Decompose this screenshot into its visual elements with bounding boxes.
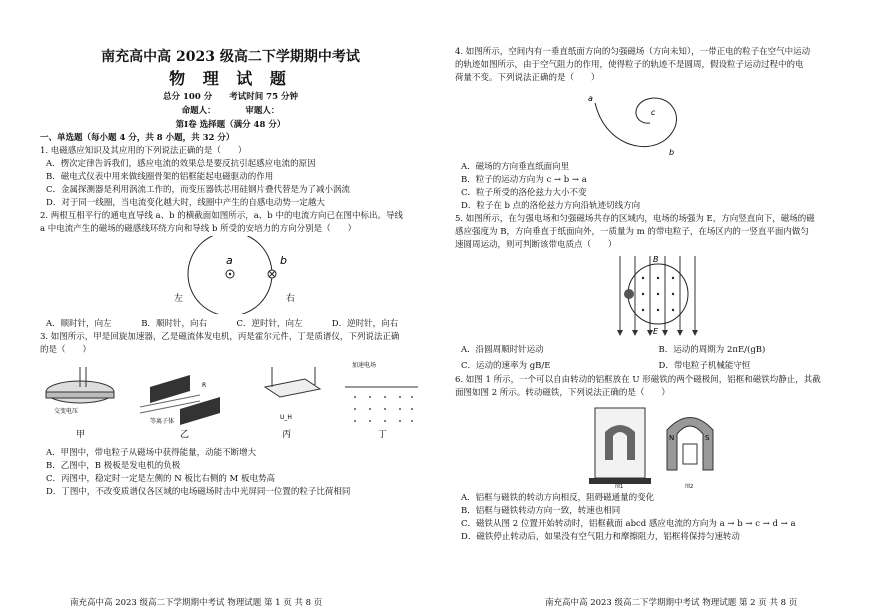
fig-ding-label: 丁 bbox=[378, 430, 388, 440]
point-b-label: b bbox=[669, 148, 675, 157]
page2-footer: 南充高中高 2023 级高二下学期期中考试 物理试题 第 2 页 共 8 页 bbox=[545, 598, 798, 608]
exam-subtitle: 物 理 试 题 bbox=[169, 69, 292, 88]
q5-stem-line1: 5. 如图所示，在匀强电场和匀强磁场共存的区域内，电场的场强为 E，方向竖直向下，磁场的磁 bbox=[455, 214, 815, 224]
q6-option-c: C．磁铁从图 2 位置开始转动时，铝框截面 abcd 感应电流的方向为 a → b → c → d → a bbox=[461, 519, 796, 529]
svg-text:N: N bbox=[669, 434, 675, 442]
q5-options bbox=[455, 342, 856, 374]
q6-stem-line2: 面图如图 2 所示。转动磁铁，下列说法正确的是（ ） bbox=[455, 388, 670, 398]
figure-1-aluminum-frame bbox=[589, 408, 651, 488]
fig2-label: 图2 bbox=[685, 484, 694, 488]
svg-text:R: R bbox=[202, 382, 207, 389]
fig-yi-label: 乙 bbox=[180, 430, 190, 440]
q4-option-c: C．粒子所受的洛伦兹力大小不变 bbox=[461, 188, 587, 198]
q2-stem-line2: a 中电流产生的磁场的磁感线环绕方向和导线 b 所受的安培力的方向分别是（ ） bbox=[40, 224, 357, 234]
part1-heading: 一、单选题（每小题 4 分，共 8 小题，共 32 分） bbox=[40, 133, 235, 143]
q3-option-a: A．甲图中，带电粒子从磁场中获得能量，动能不断增大 bbox=[46, 448, 257, 458]
accel-field-label: 加速电场 bbox=[352, 362, 377, 369]
wire-b-label: b bbox=[280, 254, 287, 267]
field-b-label: B bbox=[653, 255, 659, 264]
wire-a-label: a bbox=[226, 254, 233, 267]
q6-figure bbox=[455, 400, 855, 488]
q4-option-b: B．粒子的运动方向为 c → b → a bbox=[461, 175, 587, 185]
right-page bbox=[435, 0, 870, 614]
q4-figure bbox=[455, 85, 855, 157]
q5-option-b: B．运动的周期为 2πE/(gB) bbox=[658, 345, 766, 355]
q1-option-a: A．楞次定律告诉我们，感应电流的效果总是要反抗引起感应电流的原因 bbox=[46, 159, 316, 169]
q2-option-c: C．逆时针，向左 bbox=[236, 319, 303, 329]
uh-label: U_H bbox=[280, 414, 292, 421]
q1-stem: 1. 电磁感应知识及其应用的下列说法正确的是（ ） bbox=[40, 146, 247, 156]
q5-stem-line3: 速圆周运动，则可判断该带电质点（ ） bbox=[455, 240, 617, 250]
q2-options bbox=[40, 318, 421, 331]
q2-option-a: A．顺时针，向左 bbox=[46, 319, 112, 329]
q3-stem-line1: 3. 如图所示，甲是回旋加速器，乙是磁流体发电机，丙是霍尔元件，丁是质谱仪，下列说法正确 bbox=[40, 332, 400, 342]
q5-option-a: A．沿圆周顺时针运动 bbox=[461, 345, 544, 355]
q3-stem-line2: 的是（ ） bbox=[40, 345, 92, 355]
ac-source-label: 交变电压 bbox=[54, 408, 79, 415]
point-a-label: a bbox=[588, 94, 593, 103]
q3-option-c: C．丙图中，稳定时一定是左侧的 N 板比右侧的 M 板电势高 bbox=[46, 474, 275, 484]
particle-trajectory bbox=[595, 98, 676, 147]
mass-spec-figure bbox=[345, 361, 418, 440]
q2-option-d: D．逆时针，向右 bbox=[331, 319, 399, 329]
q2-stem-line1: 2. 两根互相平行的通电直导线 a、b 的横截面如图所示，a、b 中的电流方向已在图中标出。导线 bbox=[40, 211, 403, 221]
q4-option-a: A．磁场的方向垂直纸面向里 bbox=[461, 162, 570, 172]
q1-option-b: B．磁电式仪表中用来做线圈骨架的铝框能起电磁驱动的作用 bbox=[46, 172, 274, 182]
fig-jia-label: 甲 bbox=[76, 430, 86, 440]
q2-figure bbox=[40, 236, 421, 314]
fig-bing-label: 丙 bbox=[282, 430, 292, 440]
q1-option-d: D．对于同一线圈，当电流变化越大时，线圈中产生的自感电动势一定越大 bbox=[46, 198, 325, 208]
q3-figures bbox=[40, 357, 421, 443]
q5-option-c: C．运动的速率为 gB/E bbox=[461, 361, 551, 371]
svg-text:S: S bbox=[705, 434, 710, 442]
figure-2-cross-section bbox=[667, 418, 713, 489]
q5-stem-line2: 感应强度为 B，方向垂直于纸面向外，一质量为 m 的带电粒子，在场区内的一竖直平面内做匀 bbox=[455, 227, 809, 237]
q3-option-b: B．乙图中，B 极板是发电机的负极 bbox=[46, 461, 181, 471]
section-title: 第Ⅰ卷 选择题（满分 48 分） bbox=[175, 120, 286, 130]
q4-option-d: D．粒子在 b 点的洛伦兹力方向沿轨迹切线方向 bbox=[461, 201, 641, 211]
mhd-figure bbox=[140, 375, 220, 440]
q6-option-b: B．铝框与磁铁转动方向一致，转速也相同 bbox=[461, 506, 621, 516]
q6-stem-line1: 6. 如图 1 所示，一个可以自由转动的铝框放在 U 形磁铁的两个磁极间，铝框和磁铁均静止，其截 bbox=[455, 375, 821, 385]
q4-stem-line1: 4. 如图所示，空间内有一垂直纸面方向的匀强磁场（方向未知），一带正电的粒子在空气中运动 bbox=[455, 47, 811, 57]
plasma-label: 等离子体 bbox=[150, 418, 175, 425]
q6-option-d: D．磁铁停止转动后，如果没有空气阻力和摩擦阻力，铝框将保持匀速转动 bbox=[461, 532, 740, 542]
cyclotron-figure bbox=[46, 367, 114, 440]
score-time: 总分 100 分 考试时间 75 分钟 bbox=[163, 92, 298, 102]
q3-option-d: D．丁图中，不改变质谱仪各区域的电场磁场时击中光屏同一位置的粒子比荷相同 bbox=[46, 487, 351, 497]
q5-option-d: D．带电粒子机械能守恒 bbox=[658, 361, 751, 371]
q5-figure bbox=[455, 252, 855, 338]
exam-title: 南充高中高 2023 级高二下学期期中考试 bbox=[101, 49, 360, 65]
page1-footer: 南充高中高 2023 级高二下学期期中考试 物理试题 第 1 页 共 8 页 bbox=[70, 598, 323, 608]
hall-figure bbox=[265, 367, 320, 440]
q4-stem-line3: 荷量不变。下列说法正确的是（ ） bbox=[455, 73, 600, 83]
q6-option-a: A．铝框与磁铁的转动方向相反，阻碍磁通量的变化 bbox=[461, 493, 655, 503]
q4-stem-line2: 的轨迹如图所示，由于空气阻力的作用，使得粒子的轨迹不是圆周，假设粒子运动过程中的电 bbox=[455, 60, 804, 70]
left-direction-label: 左 bbox=[174, 294, 184, 304]
q2-option-b: B．顺时针，向右 bbox=[141, 319, 207, 329]
point-c-label: c bbox=[651, 108, 656, 117]
field-e-label: E bbox=[653, 327, 659, 336]
right-direction-label: 右 bbox=[286, 294, 296, 304]
setters: 命题人： 审题人： bbox=[181, 106, 280, 116]
q1-option-c: C．金属探测器是利用涡流工作的，而变压器铁芯用硅钢片叠代替是为了减小涡流 bbox=[46, 185, 351, 195]
fig1-label: 图1 bbox=[615, 484, 624, 488]
charged-particle bbox=[624, 289, 634, 299]
